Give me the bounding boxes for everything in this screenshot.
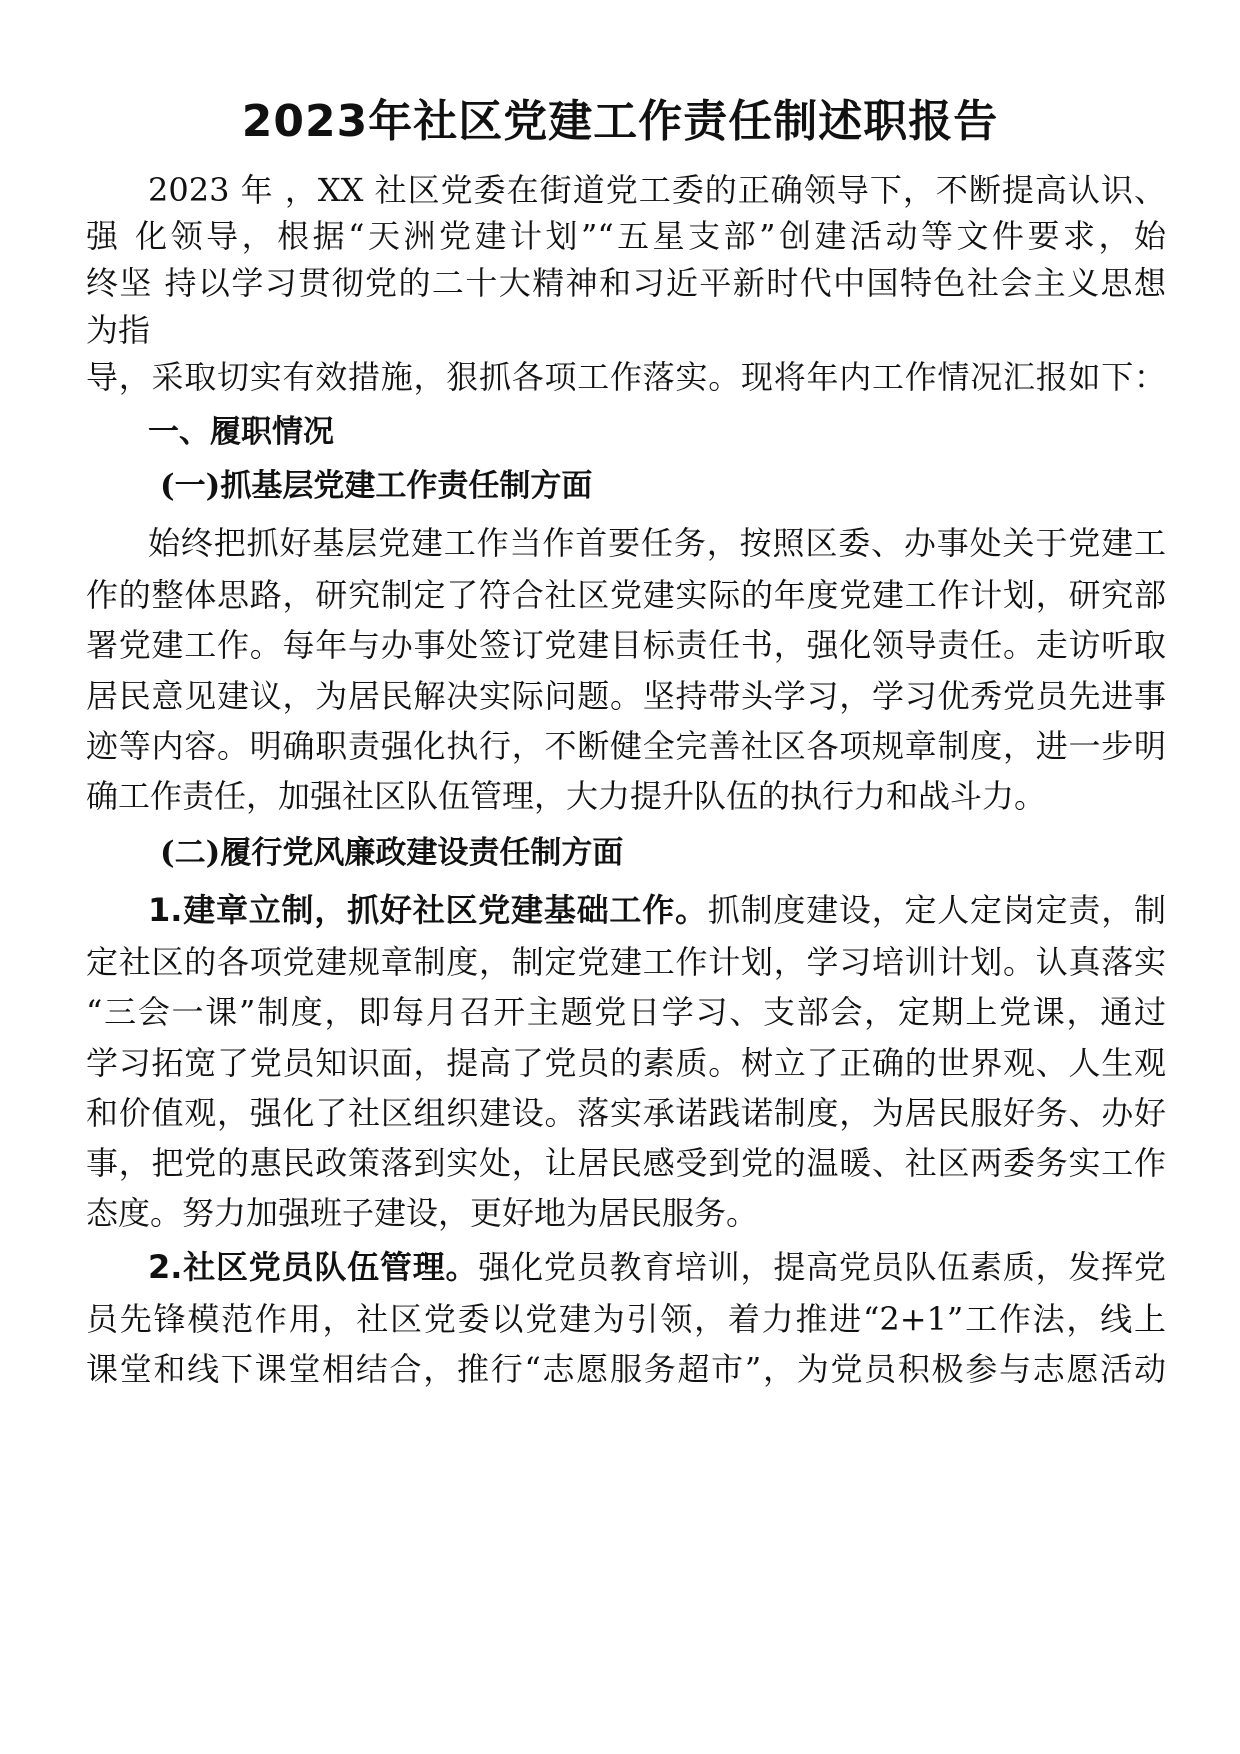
section-heading-1: 一、履职情况 xyxy=(148,414,334,450)
item1-lead: 1.建章立制，抓好社区党建基础工作。 xyxy=(148,891,708,929)
item1-first-line xyxy=(148,887,1166,933)
subsection-heading-1: (一)抓基层党建工作责任制方面 xyxy=(160,468,593,504)
intro-line-4: 为指 xyxy=(86,311,151,349)
item1-line-5: 和价值观，强化了社区组织建设。落实承诺践诺制度，为居民服好务、办好 xyxy=(86,1094,1166,1132)
item2-line-3: 课堂和线下课堂相结合，推行“志愿服务超市”，为党员积极参与志愿活动 xyxy=(86,1350,1166,1388)
intro-line-3: 终坚 持以学习贯彻党的二十大精神和习近平新时代中国特色社会主义思想 xyxy=(86,264,1166,302)
item2-line-2: 员先锋模范作用，社区党委以党建为引领，着力推进“2+1”工作法，线上 xyxy=(86,1300,1166,1338)
item2-lead: 2.社区党员队伍管理。 xyxy=(148,1248,479,1286)
document-title: 2023年社区党建工作责任制述职报告 xyxy=(241,96,999,147)
intro-line-2: 强 化领导，根据“天洲党建计划”“五星支部”创建活动等文件要求，始 xyxy=(86,217,1166,255)
item1-line-4: 学习拓宽了党员知识面，提高了党员的素质。树立了正确的世界观、人生观 xyxy=(86,1044,1166,1082)
item1-line-3: “三会一课”制度，即每月召开主题党日学习、支部会，定期上党课，通过 xyxy=(86,993,1166,1031)
item1-line-7: 态度。努力加强班子建设，更好地为居民服务。 xyxy=(86,1194,759,1232)
sub1-line-1: 始终把抓好基层党建工作当作首要任务，按照区委、办事处关于党建工 xyxy=(148,524,1166,562)
sub1-line-6: 确工作责任，加强社区队伍管理，大力提升队伍的执行力和战斗力。 xyxy=(86,777,1047,815)
item2-first-rest: 强化党员教育培训，提高党员队伍素质，发挥党 xyxy=(478,1248,1166,1286)
item2-first-line xyxy=(148,1244,1166,1290)
sub1-line-5: 迹等内容。明确职责强化执行，不断健全完善社区各项规章制度，进一步明 xyxy=(86,727,1166,765)
intro-line-1: 2023 年 ，XX 社区党委在街道党工委的正确领导下，不断提高认识、 xyxy=(148,171,1166,209)
sub1-line-3: 署党建工作。每年与办事处签订党建目标责任书，强化领导责任。走访听取 xyxy=(86,626,1166,664)
subsection-heading-2: (二)履行党风廉政建设责任制方面 xyxy=(160,835,624,871)
sub1-line-4: 居民意见建议，为居民解决实际问题。坚持带头学习，学习优秀党员先进事 xyxy=(86,677,1166,715)
item1-line-2: 定社区的各项党建规章制度，制定党建工作计划，学习培训计划。认真落实 xyxy=(86,943,1166,981)
sub1-line-2: 作的整体思路，研究制定了符合社区党建实际的年度党建工作计划，研究部 xyxy=(86,576,1166,614)
intro-line-5: 导，采取切实有效措施，狠抓各项工作落实。现将年内工作情况汇报如下： xyxy=(86,358,1166,396)
item1-first-rest: 抓制度建设，定人定岗定责，制 xyxy=(707,891,1166,929)
item1-line-6: 事，把党的惠民政策落到实处，让居民感受到党的温暖、社区两委务实工作 xyxy=(86,1144,1166,1182)
